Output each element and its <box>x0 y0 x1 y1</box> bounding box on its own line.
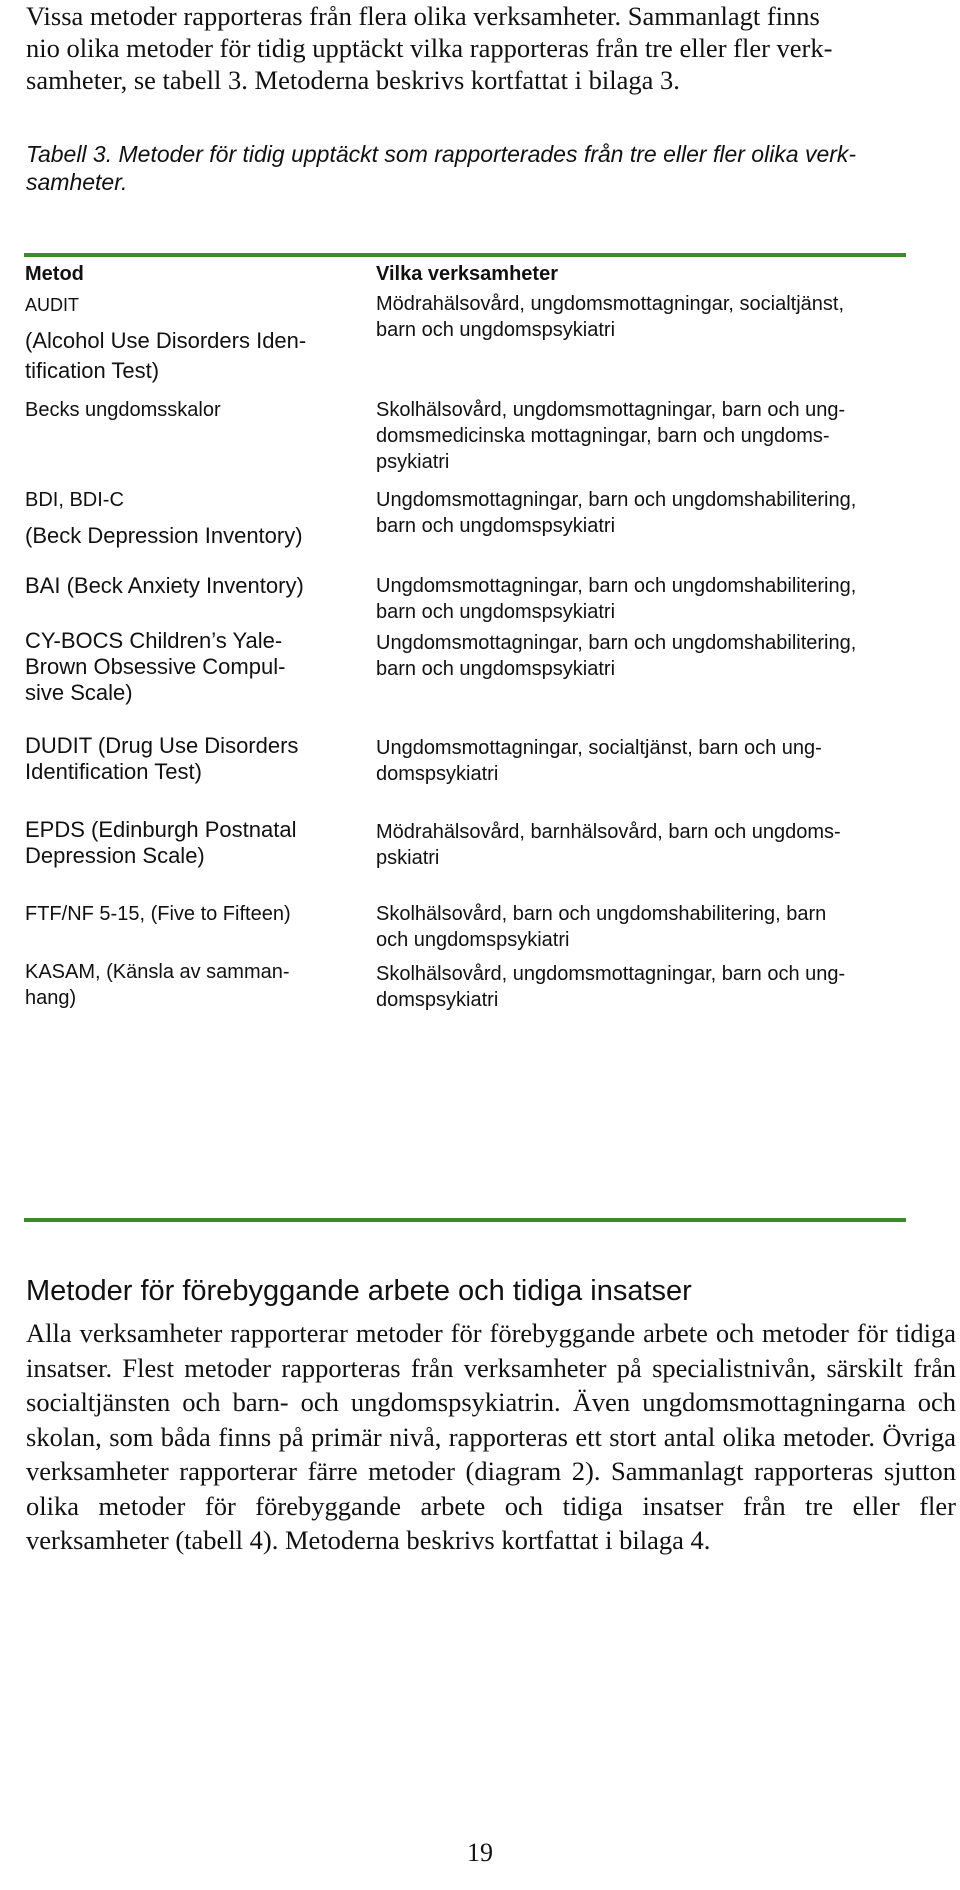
method-cell: KASAM, (Känsla av samman- hang) <box>25 961 290 1009</box>
services-cell: Mödrahälsovård, ungdomsmottagningar, socialtjänst, barn och ungdomspsykiatri <box>376 293 845 341</box>
table-row <box>24 733 906 817</box>
table-row <box>24 959 906 1019</box>
intro-line: samheter, se tabell 3. Metoderna beskrivs kortfattat i bilaga 3. <box>26 65 680 95</box>
intro-line: nio olika metoder för tidig upptäckt vilka rapporteras från tre eller fler verk- <box>26 33 833 63</box>
services-cell: Ungdomsmottagningar, barn och ungdomshabilitering, barn och ungdomspsykiatri <box>376 632 857 680</box>
table-caption-text: samheter. <box>26 169 128 195</box>
table-top-rule <box>24 253 906 257</box>
services-cell: Ungdomsmottagningar, socialtjänst, barn och ung- domspsykiatri <box>376 737 822 785</box>
section-heading: Metoder för förebyggande arbete och tidiga insatser <box>26 1275 692 1307</box>
method-cell <box>24 289 375 395</box>
services-cell: Mödrahälsovård, barnhälsovård, barn och ungdoms- pskiatri <box>376 821 841 869</box>
services-cell: Skolhälsovård, barn och ungdomshabilitering, barn och ungdomspsykiatri <box>376 903 827 951</box>
table-row <box>24 899 906 959</box>
services-cell: Skolhälsovård, ungdomsmottagningar, barn och ung- domspsykiatri <box>376 963 846 1011</box>
method-cell: Becks ungdomsskalor <box>25 399 221 421</box>
page-number: 19 <box>467 1838 493 1867</box>
intro-line: Vissa metoder rapporteras från flera olika verksamheter. Sammanlagt finns <box>26 1 820 31</box>
table-row <box>24 628 906 733</box>
table-caption-text: Metoder för tidig upptäckt som rapporterades från tre eller fler olika verk- <box>112 141 857 167</box>
services-cell: Ungdomsmottagningar, barn och ungdomshabilitering, barn och ungdomspsykiatri <box>376 489 857 537</box>
table-row <box>24 485 906 571</box>
method-cell: DUDIT (Drug Use Disorders Identification Test) <box>25 733 299 784</box>
method-cell: BDI, BDI-C (Beck Depression Inventory) <box>25 489 303 548</box>
column-header-services: Vilka verksamheter <box>376 263 558 285</box>
services-cell: Skolhälsovård, ungdomsmottagningar, barn och ung- domsmedicinska mottagningar, barn och ungdoms- psykiatri <box>376 399 846 473</box>
methods-table <box>24 263 906 1019</box>
table-caption <box>26 140 936 196</box>
method-name: AUDIT <box>25 295 79 315</box>
table-header-row <box>24 263 906 289</box>
table-caption-label: Tabell 3. <box>26 141 113 167</box>
table-bottom-rule <box>24 1218 906 1222</box>
method-cell: BAI (Beck Anxiety Inventory) <box>25 573 304 598</box>
column-header-method: Metod <box>25 263 84 285</box>
table-row <box>24 395 906 485</box>
intro-paragraph <box>26 0 956 96</box>
table-row <box>24 289 906 395</box>
services-cell: Ungdomsmottagningar, barn och ungdomshabilitering, barn och ungdomspsykiatri <box>376 575 857 623</box>
section-paragraph: Alla verksamheter rapporterar metoder för förebyggande arbete och metoder för tidiga insatser. Flest metoder rapporteras från verksamheter på specialistnivån, särskilt från socialtjänsten och barn- och ungdomspsykiatrin. Även ungdomsmottagningarna och skolan, som båda finns på primär nivå, rapporteras ett stort antal olika metoder. Övriga verksamheter rapporterar färre metoder (diagram 2). Sammanlagt rapporteras sjutton olika metoder för förebyggande arbete och tidiga insatser från tre eller fler verksamheter (tabell 4). Metoderna beskrivs kortfattat i bilaga 4. <box>26 1318 956 1555</box>
method-cell: FTF/NF 5-15, (Five to Fifteen) <box>25 903 291 925</box>
table-row <box>24 571 906 628</box>
method-description: (Alcohol Use Disorders Iden- tification Test) <box>25 328 307 383</box>
method-cell: EPDS (Edinburgh Postnatal Depression Scale) <box>25 817 297 868</box>
method-cell: CY-BOCS Children’s Yale- Brown Obsessive Compul- sive Scale) <box>25 628 286 705</box>
table-row <box>24 817 906 899</box>
